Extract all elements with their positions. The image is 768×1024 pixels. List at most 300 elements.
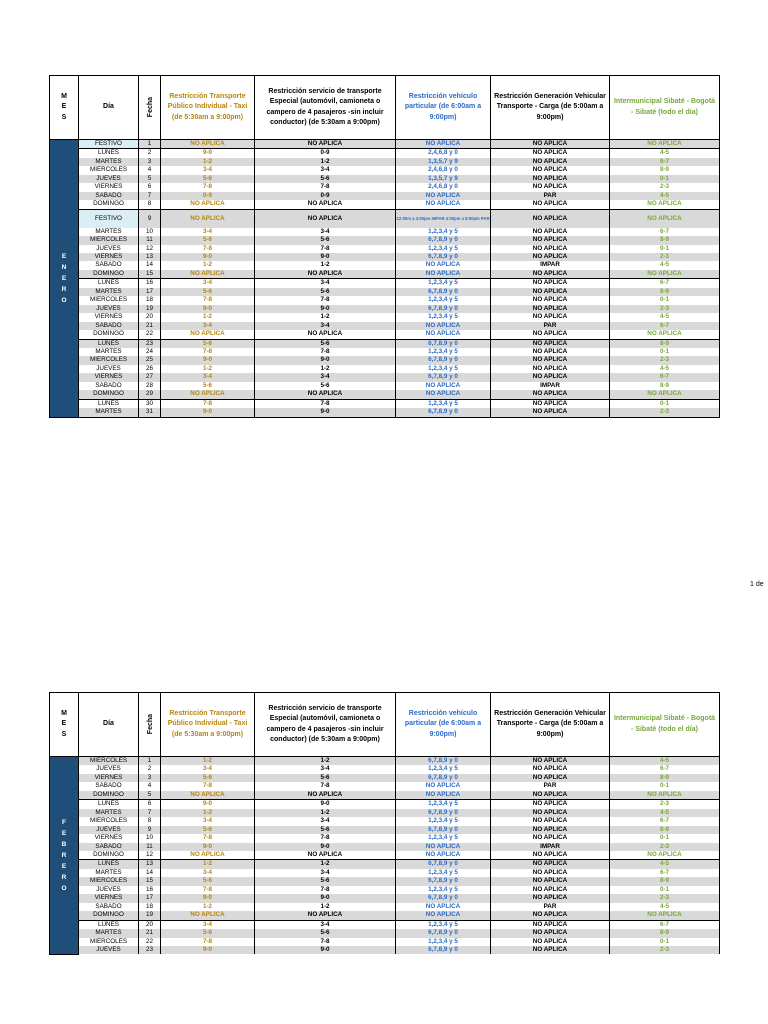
table-row [50, 408, 720, 417]
cell-particular: NO APLICA [396, 911, 491, 920]
cell-fecha: 30 [139, 399, 161, 408]
table-row [50, 869, 720, 877]
cell-especial: 7-8 [255, 886, 396, 894]
cell-especial: 3-4 [255, 166, 396, 174]
cell-inter: NO APLICA [610, 791, 720, 800]
header-particular: Restricción vehículo particular (de 6:00am a 9:00pm) [396, 693, 491, 757]
cell-fecha: 31 [139, 408, 161, 417]
cell-dia: JUEVES [79, 245, 139, 253]
cell-carga: NO APLICA [491, 296, 610, 304]
cell-especial: 5-6 [255, 382, 396, 390]
table-row [50, 920, 720, 929]
cell-carga: NO APLICA [491, 183, 610, 191]
cell-fecha: 16 [139, 886, 161, 894]
cell-dia: JUEVES [79, 886, 139, 894]
cell-taxi: 5-6 [161, 236, 255, 244]
cell-taxi: 3-4 [161, 765, 255, 773]
cell-fecha: 7 [139, 192, 161, 200]
cell-carga: NO APLICA [491, 817, 610, 825]
cell-especial: 3-4 [255, 920, 396, 929]
cell-taxi: 1-2 [161, 261, 255, 269]
cell-inter: 2-3 [610, 253, 720, 261]
cell-dia: SÁBADO [79, 382, 139, 390]
header-especial: Restricción servicio de transporte Especial (automóvil, camioneta o campero de 4 pasajeros -sin incluir conductor) (de 5:30am a 9:00pm) [255, 76, 396, 140]
cell-particular: 1,2,3,4 y 5 [396, 938, 491, 946]
cell-inter: 2-3 [610, 894, 720, 902]
cell-inter: NO APLICA [610, 209, 720, 228]
cell-inter: 4-5 [610, 261, 720, 269]
cell-taxi: NO APLICA [161, 270, 255, 279]
cell-dia: JUEVES [79, 765, 139, 773]
cell-particular: 1,2,3,4 y 5 [396, 296, 491, 304]
cell-inter: 8-9 [610, 774, 720, 782]
cell-taxi: 5-6 [161, 826, 255, 834]
cell-dia: JUEVES [79, 365, 139, 373]
cell-dia: SÁBADO [79, 903, 139, 911]
header-mes: M E S [50, 76, 79, 140]
cell-fecha: 28 [139, 382, 161, 390]
cell-particular: 1,2,3,4 y 5 [396, 800, 491, 809]
cell-carga: NO APLICA [491, 140, 610, 149]
cell-fecha: 12 [139, 851, 161, 860]
cell-inter: 0-1 [610, 886, 720, 894]
cell-carga: NO APLICA [491, 390, 610, 399]
cell-dia: DOMINGO [79, 911, 139, 920]
cell-taxi: 1-2 [161, 158, 255, 166]
cell-especial: 5-6 [255, 175, 396, 183]
cell-carga: NO APLICA [491, 765, 610, 773]
cell-inter: 4-5 [610, 757, 720, 766]
cell-inter: 6-7 [610, 817, 720, 825]
cell-inter: 2-3 [610, 800, 720, 809]
table-row [50, 313, 720, 321]
cell-carga: NO APLICA [491, 356, 610, 364]
header-row [50, 693, 720, 757]
cell-taxi: NO APLICA [161, 330, 255, 339]
cell-fecha: 3 [139, 774, 161, 782]
table-row [50, 843, 720, 851]
table-row [50, 288, 720, 296]
cell-dia: JUEVES [79, 946, 139, 954]
table-row [50, 356, 720, 364]
cell-carga: NO APLICA [491, 305, 610, 313]
cell-fecha: 4 [139, 782, 161, 790]
cell-carga: PAR [491, 192, 610, 200]
cell-especial: 7-8 [255, 399, 396, 408]
table-row [50, 817, 720, 825]
cell-inter: 0-1 [610, 175, 720, 183]
table-row [50, 886, 720, 894]
table-row [50, 209, 720, 228]
table-row [50, 834, 720, 842]
cell-fecha: 14 [139, 261, 161, 269]
header-carga: Restricción Generación Vehicular Transporte - Carga (de 5:00am a 9:00pm) [491, 76, 610, 140]
cell-taxi: 3-4 [161, 279, 255, 288]
cell-particular: 1,2,3,4 y 5 [396, 228, 491, 236]
table-row [50, 200, 720, 209]
cell-inter: 0-1 [610, 296, 720, 304]
table-row [50, 782, 720, 790]
cell-particular: NO APLICA [396, 843, 491, 851]
table-row [50, 851, 720, 860]
cell-taxi: 9-0 [161, 356, 255, 364]
cell-taxi: 1-2 [161, 903, 255, 911]
table-row [50, 399, 720, 408]
table-row [50, 245, 720, 253]
table-row [50, 791, 720, 800]
cell-especial: NO APLICA [255, 209, 396, 228]
cell-especial: NO APLICA [255, 270, 396, 279]
cell-inter: NO APLICA [610, 270, 720, 279]
cell-inter: NO APLICA [610, 330, 720, 339]
cell-fecha: 19 [139, 305, 161, 313]
cell-carga: NO APLICA [491, 791, 610, 800]
cell-especial: 1-2 [255, 313, 396, 321]
cell-dia: LUNES [79, 399, 139, 408]
cell-carga: NO APLICA [491, 834, 610, 842]
cell-inter: 2-3 [610, 183, 720, 191]
cell-dia: LUNES [79, 339, 139, 348]
cell-fecha: 2 [139, 765, 161, 773]
cell-particular: NO APLICA [396, 322, 491, 330]
cell-taxi: 5-6 [161, 929, 255, 937]
cell-particular: 6,7,8,9 y 0 [396, 253, 491, 261]
cell-especial: 7-8 [255, 183, 396, 191]
cell-carga: NO APLICA [491, 348, 610, 356]
cell-fecha: 20 [139, 920, 161, 929]
table-row [50, 296, 720, 304]
cell-inter: 8-9 [610, 382, 720, 390]
cell-fecha: 26 [139, 365, 161, 373]
cell-fecha: 9 [139, 826, 161, 834]
cell-inter: NO APLICA [610, 140, 720, 149]
cell-particular: 6,7,8,9 y 0 [396, 757, 491, 766]
cell-taxi: 7-8 [161, 296, 255, 304]
header-taxi: Restricción Transporte Público Individual - Taxi (de 5:30am a 9:00pm) [161, 76, 255, 140]
cell-especial: 5-6 [255, 929, 396, 937]
table-row [50, 270, 720, 279]
cell-taxi: 7-8 [161, 834, 255, 842]
cell-inter: 4-5 [610, 860, 720, 869]
cell-taxi: 7-8 [161, 886, 255, 894]
cell-fecha: 15 [139, 877, 161, 885]
schedule-table-enero [49, 75, 720, 418]
cell-fecha: 7 [139, 809, 161, 817]
table-row [50, 158, 720, 166]
cell-fecha: 12 [139, 245, 161, 253]
cell-particular: 6,7,8,9 y 0 [396, 356, 491, 364]
cell-especial: NO APLICA [255, 791, 396, 800]
cell-taxi: 7-8 [161, 782, 255, 790]
month-label-febrero: F E B R E R O [50, 757, 79, 955]
cell-particular: NO APLICA [396, 390, 491, 399]
cell-carga: NO APLICA [491, 245, 610, 253]
table-row [50, 946, 720, 954]
cell-taxi: 3-4 [161, 322, 255, 330]
cell-fecha: 22 [139, 938, 161, 946]
cell-inter: 6-7 [610, 373, 720, 381]
cell-particular: 6,7,8,9 y 0 [396, 877, 491, 885]
cell-taxi: NO APLICA [161, 200, 255, 209]
cell-dia: MIÉRCOLES [79, 938, 139, 946]
table-row [50, 305, 720, 313]
cell-dia: MIÉRCOLES [79, 166, 139, 174]
cell-carga: NO APLICA [491, 313, 610, 321]
cell-fecha: 24 [139, 348, 161, 356]
cell-fecha: 13 [139, 860, 161, 869]
cell-particular: 2,4,6,8 y 0 [396, 149, 491, 158]
cell-particular: 1,2,3,4 y 5 [396, 365, 491, 373]
cell-carga: NO APLICA [491, 757, 610, 766]
cell-carga: NO APLICA [491, 886, 610, 894]
cell-taxi: 3-4 [161, 817, 255, 825]
cell-fecha: 2 [139, 149, 161, 158]
cell-fecha: 4 [139, 166, 161, 174]
cell-inter: 8-9 [610, 236, 720, 244]
cell-inter: 4-5 [610, 365, 720, 373]
cell-carga: NO APLICA [491, 911, 610, 920]
cell-fecha: 10 [139, 834, 161, 842]
cell-particular: NO APLICA [396, 200, 491, 209]
month-label-enero: E N E R O [50, 140, 79, 418]
cell-inter: 4-5 [610, 903, 720, 911]
cell-carga: NO APLICA [491, 946, 610, 954]
cell-especial: 9-0 [255, 843, 396, 851]
cell-particular: NO APLICA [396, 140, 491, 149]
cell-fecha: 25 [139, 356, 161, 364]
cell-fecha: 1 [139, 757, 161, 766]
cell-especial: NO APLICA [255, 140, 396, 149]
cell-especial: 3-4 [255, 817, 396, 825]
cell-inter: 6-7 [610, 228, 720, 236]
cell-taxi: 7-8 [161, 348, 255, 356]
cell-dia: SÁBADO [79, 261, 139, 269]
cell-particular: 12:00m a 4:00pm IMPAR 4:00pm a 8:00pm PAR [396, 209, 491, 228]
cell-particular: 1,2,3,4 y 5 [396, 765, 491, 773]
cell-carga: NO APLICA [491, 270, 610, 279]
cell-carga: NO APLICA [491, 158, 610, 166]
cell-taxi: 9-0 [161, 946, 255, 954]
cell-dia: LUNES [79, 149, 139, 158]
cell-particular: 6,7,8,9 y 0 [396, 894, 491, 902]
cell-carga: NO APLICA [491, 877, 610, 885]
schedule-table-febrero [49, 692, 720, 955]
cell-carga: NO APLICA [491, 330, 610, 339]
cell-inter: 0-1 [610, 834, 720, 842]
header-fecha: Fecha [139, 76, 161, 140]
table-row [50, 800, 720, 809]
cell-taxi: 3-4 [161, 920, 255, 929]
cell-dia: DOMINGO [79, 200, 139, 209]
cell-carga: NO APLICA [491, 149, 610, 158]
cell-taxi: 5-6 [161, 774, 255, 782]
cell-dia: MIÉRCOLES [79, 236, 139, 244]
cell-taxi: 5-6 [161, 339, 255, 348]
cell-inter: 0-1 [610, 399, 720, 408]
cell-particular: 6,7,8,9 y 0 [396, 826, 491, 834]
cell-inter: NO APLICA [610, 390, 720, 399]
cell-inter: 6-7 [610, 322, 720, 330]
cell-especial: NO APLICA [255, 330, 396, 339]
cell-particular: 1,2,3,4 y 5 [396, 399, 491, 408]
cell-taxi: 3-4 [161, 228, 255, 236]
cell-particular: 6,7,8,9 y 0 [396, 339, 491, 348]
cell-dia: SABADO [79, 192, 139, 200]
cell-especial: 5-6 [255, 877, 396, 885]
cell-dia: LUNES [79, 860, 139, 869]
cell-dia: VIERNES [79, 373, 139, 381]
cell-fecha: 11 [139, 236, 161, 244]
cell-especial: 7-8 [255, 782, 396, 790]
cell-fecha: 9 [139, 209, 161, 228]
header-particular: Restricción vehículo particular (de 6:00am a 9:00pm) [396, 76, 491, 140]
cell-taxi: NO APLICA [161, 140, 255, 149]
cell-fecha: 8 [139, 200, 161, 209]
cell-carga: PAR [491, 903, 610, 911]
cell-inter: NO APLICA [610, 200, 720, 209]
cell-carga: NO APLICA [491, 339, 610, 348]
cell-particular: NO APLICA [396, 903, 491, 911]
table-row [50, 279, 720, 288]
cell-particular: 6,7,8,9 y 0 [396, 929, 491, 937]
cell-fecha: 15 [139, 270, 161, 279]
cell-taxi: 7-8 [161, 399, 255, 408]
cell-fecha: 11 [139, 843, 161, 851]
cell-carga: NO APLICA [491, 279, 610, 288]
cell-inter: 4-5 [610, 192, 720, 200]
cell-especial: 5-6 [255, 826, 396, 834]
cell-dia: MARTES [79, 228, 139, 236]
cell-taxi: 9-0 [161, 408, 255, 417]
cell-particular: NO APLICA [396, 270, 491, 279]
cell-fecha: 21 [139, 929, 161, 937]
cell-inter: 8-9 [610, 288, 720, 296]
cell-fecha: 13 [139, 253, 161, 261]
table-row [50, 140, 720, 149]
cell-inter: 6-7 [610, 279, 720, 288]
cell-inter: 8-9 [610, 826, 720, 834]
cell-especial: 9-0 [255, 946, 396, 954]
cell-taxi: 7-8 [161, 938, 255, 946]
cell-taxi: 3-4 [161, 166, 255, 174]
cell-fecha: 6 [139, 800, 161, 809]
cell-especial: 9-0 [255, 800, 396, 809]
cell-carga: PAR [491, 322, 610, 330]
cell-fecha: 1 [139, 140, 161, 149]
cell-particular: NO APLICA [396, 261, 491, 269]
cell-taxi: NO APLICA [161, 209, 255, 228]
table-row [50, 365, 720, 373]
table-row [50, 322, 720, 330]
cell-taxi: 7-8 [161, 183, 255, 191]
cell-taxi: 9-0 [161, 843, 255, 851]
cell-dia: JUEVES [79, 305, 139, 313]
cell-taxi: NO APLICA [161, 911, 255, 920]
cell-fecha: 8 [139, 817, 161, 825]
cell-dia: MIÉRCOLES [79, 817, 139, 825]
cell-particular: NO APLICA [396, 851, 491, 860]
header-dia: Día [79, 76, 139, 140]
cell-especial: NO APLICA [255, 851, 396, 860]
table-row [50, 261, 720, 269]
cell-especial: 0-9 [255, 149, 396, 158]
cell-carga: NO APLICA [491, 373, 610, 381]
cell-inter: 0-1 [610, 348, 720, 356]
cell-especial: 5-6 [255, 774, 396, 782]
cell-fecha: 19 [139, 911, 161, 920]
cell-carga: NO APLICA [491, 288, 610, 296]
cell-particular: 6,7,8,9 y 0 [396, 408, 491, 417]
cell-carga: NO APLICA [491, 929, 610, 937]
cell-particular: 1,2,3,4 y 5 [396, 869, 491, 877]
cell-carga: NO APLICA [491, 236, 610, 244]
cell-carga: NO APLICA [491, 938, 610, 946]
table-row [50, 253, 720, 261]
cell-fecha: 27 [139, 373, 161, 381]
table-row [50, 826, 720, 834]
cell-especial: 9-0 [255, 408, 396, 417]
table-row [50, 938, 720, 946]
cell-particular: 1,2,3,4 y 5 [396, 313, 491, 321]
cell-especial: 1-2 [255, 903, 396, 911]
cell-taxi: 9-0 [161, 305, 255, 313]
table-row [50, 860, 720, 869]
cell-particular: 6,7,8,9 y 0 [396, 373, 491, 381]
header-mes: M E S [50, 693, 79, 757]
cell-dia: FESTIVO [79, 140, 139, 149]
cell-particular: 1,2,3,4 y 5 [396, 279, 491, 288]
cell-dia: DOMINGO [79, 330, 139, 339]
cell-dia: DOMINGO [79, 390, 139, 399]
table-row [50, 911, 720, 920]
cell-especial: 7-8 [255, 834, 396, 842]
cell-carga: NO APLICA [491, 860, 610, 869]
cell-dia: MIÉRCOLES [79, 877, 139, 885]
table-row [50, 765, 720, 773]
cell-inter: 6-7 [610, 765, 720, 773]
cell-dia: DOMINGO [79, 270, 139, 279]
cell-particular: 6,7,8,9 y 0 [396, 288, 491, 296]
cell-inter: 0-1 [610, 782, 720, 790]
cell-dia: VIERNES [79, 774, 139, 782]
cell-particular: NO APLICA [396, 791, 491, 800]
cell-especial: 3-4 [255, 322, 396, 330]
cell-fecha: 22 [139, 330, 161, 339]
cell-inter: 4-5 [610, 149, 720, 158]
cell-especial: 1-2 [255, 158, 396, 166]
cell-inter: 6-7 [610, 920, 720, 929]
cell-inter: 4-5 [610, 313, 720, 321]
cell-taxi: 9-0 [161, 253, 255, 261]
cell-carga: NO APLICA [491, 228, 610, 236]
cell-carga: NO APLICA [491, 851, 610, 860]
cell-dia: SÁBADO [79, 843, 139, 851]
cell-taxi: 1-2 [161, 313, 255, 321]
cell-dia: VIERNES [79, 894, 139, 902]
cell-particular: NO APLICA [396, 192, 491, 200]
cell-particular: 1,3,5,7 y 9 [396, 175, 491, 183]
cell-particular: 1,2,3,4 y 5 [396, 245, 491, 253]
cell-fecha: 3 [139, 158, 161, 166]
cell-especial: 3-4 [255, 279, 396, 288]
cell-particular: NO APLICA [396, 782, 491, 790]
table-row [50, 809, 720, 817]
cell-inter: 8-9 [610, 166, 720, 174]
cell-particular: 6,7,8,9 y 0 [396, 946, 491, 954]
cell-particular: NO APLICA [396, 382, 491, 390]
cell-taxi: 1-2 [161, 860, 255, 869]
cell-dia: VIERNES [79, 183, 139, 191]
